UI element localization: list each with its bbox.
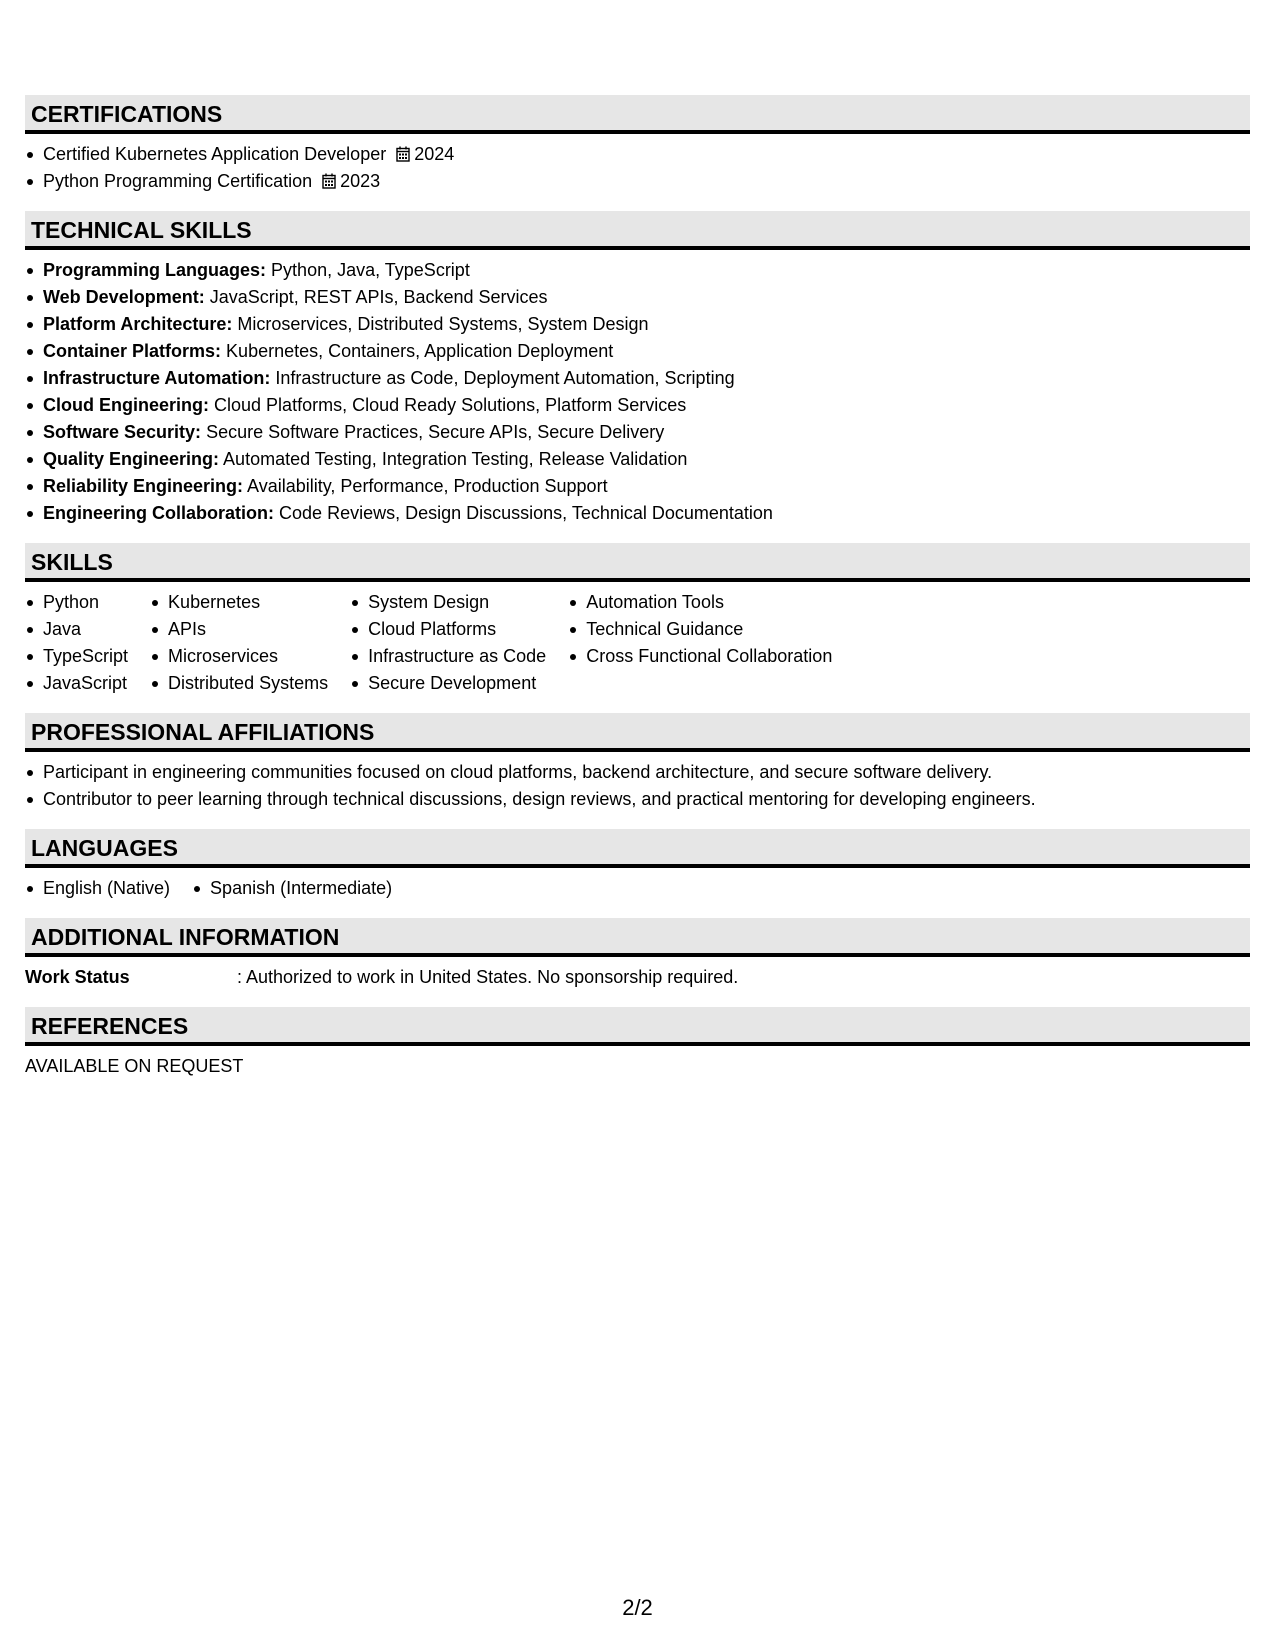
page-number: 2/2 [622, 1595, 653, 1620]
skill-item: Secure Development [350, 670, 546, 697]
work-status-label: Work Status [25, 967, 130, 987]
skill-category: Programming Languages: [43, 260, 267, 280]
language-item: English (Native) [25, 875, 170, 902]
skill-category: Software Security: [43, 422, 202, 442]
technical-skill-item [25, 257, 1250, 284]
skill-item: JavaScript [25, 670, 128, 697]
section-heading: SKILLS [25, 543, 1250, 582]
skill-item: Python [25, 589, 128, 616]
section-heading: ADDITIONAL INFORMATION [25, 918, 1250, 957]
skills-column [25, 589, 128, 697]
skill-values: Automated Testing, Integration Testing, Release Validation [223, 449, 688, 469]
skill-values: Infrastructure as Code, Deployment Automation, Scripting [275, 368, 735, 388]
technical-skill-item [25, 311, 1250, 338]
certification-item [25, 141, 1250, 168]
skill-category: Engineering Collaboration: [43, 503, 275, 523]
skill-values: Python, Java, TypeScript [271, 260, 470, 280]
technical-skill-item [25, 473, 1250, 500]
certifications-list [25, 141, 1250, 195]
skill-item: APIs [150, 616, 328, 643]
skill-item: Automation Tools [568, 589, 832, 616]
skills-column [568, 589, 832, 697]
skill-item: Kubernetes [150, 589, 328, 616]
technical-skill-item [25, 284, 1250, 311]
technical-skill-item [25, 392, 1250, 419]
technical-skill-item [25, 365, 1250, 392]
skill-category: Container Platforms: [43, 341, 222, 361]
certification-year: 2023 [340, 171, 381, 191]
section-heading: PROFESSIONAL AFFILIATIONS [25, 713, 1250, 752]
languages-list [25, 875, 1250, 902]
technical-skill-item [25, 338, 1250, 365]
certification-name: Certified Kubernetes Application Developer [43, 144, 387, 164]
resume-page [25, 95, 1250, 1096]
calendar-icon [322, 173, 336, 189]
certification-name: Python Programming Certification [43, 171, 313, 191]
certification-year: 2024 [414, 144, 455, 164]
section-heading: CERTIFICATIONS [25, 95, 1250, 134]
skills-column [150, 589, 328, 697]
skill-item: Cloud Platforms [350, 616, 546, 643]
skill-values: Microservices, Distributed Systems, System Design [237, 314, 649, 334]
skill-category: Platform Architecture: [43, 314, 233, 334]
language-item: Spanish (Intermediate) [192, 875, 392, 902]
certifications-section [25, 95, 1250, 211]
technical-skill-item [25, 500, 1250, 527]
skill-category: Reliability Engineering: [43, 476, 244, 496]
skill-category: Web Development: [43, 287, 205, 307]
skill-item: Java [25, 616, 128, 643]
skill-values: Availability, Performance, Production Support [247, 476, 608, 496]
skills-columns [25, 589, 1250, 697]
affiliations-list [25, 759, 1250, 813]
affiliation-item: Participant in engineering communities focused on cloud platforms, backend architecture, and secure software delivery. [25, 759, 1250, 786]
skill-item: System Design [350, 589, 546, 616]
skill-values: JavaScript, REST APIs, Backend Services [209, 287, 548, 307]
skill-values: Code Reviews, Design Discussions, Technical Documentation [279, 503, 773, 523]
skill-item: Infrastructure as Code [350, 643, 546, 670]
skill-item: Technical Guidance [568, 616, 832, 643]
work-status-row [25, 964, 1250, 991]
skill-item: TypeScript [25, 643, 128, 670]
affiliations-section [25, 713, 1250, 829]
section-heading: REFERENCES [25, 1007, 1250, 1046]
section-heading: TECHNICAL SKILLS [25, 211, 1250, 250]
skill-item: Cross Functional Collaboration [568, 643, 832, 670]
technical-skills-list [25, 257, 1250, 527]
skill-category: Quality Engineering: [43, 449, 220, 469]
skill-item: Distributed Systems [150, 670, 328, 697]
skill-item: Microservices [150, 643, 328, 670]
skill-values: Kubernetes, Containers, Application Deployment [226, 341, 614, 361]
additional-info-section [25, 918, 1250, 1007]
references-text: AVAILABLE ON REQUEST [25, 1056, 244, 1076]
skill-values: Secure Software Practices, Secure APIs, Secure Delivery [206, 422, 665, 442]
technical-skills-section [25, 211, 1250, 543]
references-section [25, 1007, 1250, 1096]
certification-item [25, 168, 1250, 195]
work-status-value: : Authorized to work in United States. No sponsorship required. [237, 967, 739, 987]
skills-section [25, 543, 1250, 713]
skills-column [350, 589, 546, 697]
section-heading: LANGUAGES [25, 829, 1250, 868]
affiliation-item: Contributor to peer learning through technical discussions, design reviews, and practical mentoring for developing engineers. [25, 786, 1250, 813]
technical-skill-item [25, 446, 1250, 473]
languages-section [25, 829, 1250, 918]
technical-skill-item [25, 419, 1250, 446]
skill-category: Cloud Engineering: [43, 395, 209, 415]
calendar-icon [396, 146, 410, 162]
skill-category: Infrastructure Automation: [43, 368, 271, 388]
skill-values: Cloud Platforms, Cloud Ready Solutions, Platform Services [214, 395, 687, 415]
